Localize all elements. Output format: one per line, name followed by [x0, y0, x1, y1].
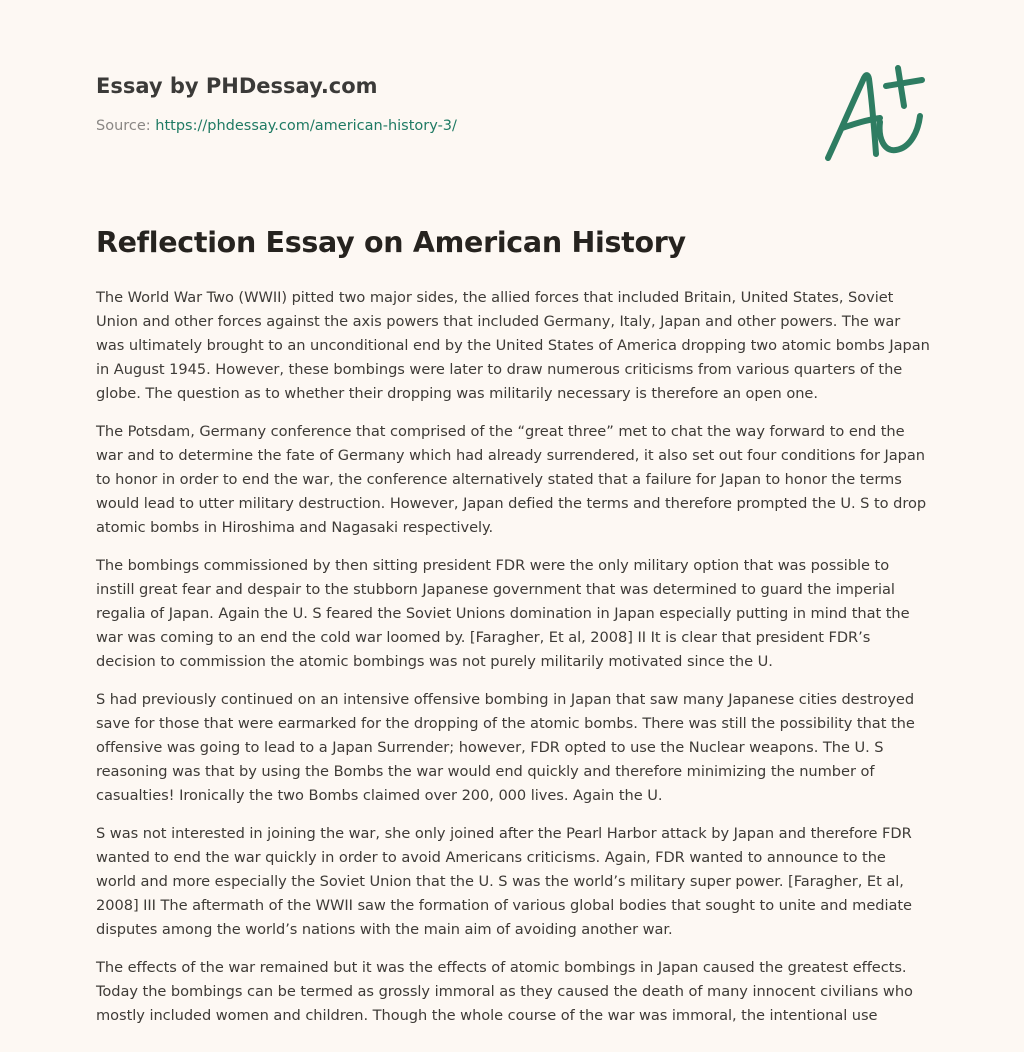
- essay-paragraph: S had previously continued on an intensive offensive bombing in Japan that saw many Japanese cities destroyed save for those that were earmarked for the dropping of the atomic bombs. There was still the possibility that the offensive was going to lead to a Japan Surrender; however, FDR opted to use the Nuclear weapons. The U. S reasoning was that by using the Bombs the war would end quickly and therefore minimizing the number of casualties! Ironically the two Bombs claimed over 200, 000 lives. Again the U.: [96, 691, 915, 804]
- brand-title: Essay by PHDessay.com: [96, 74, 378, 98]
- a-plus-grade-icon: [818, 62, 930, 166]
- essay-paragraph: The bombings commissioned by then sitting president FDR were the only military option that was possible to instill great fear and despair to the stubborn Japanese government that was determined to guard the imperial regalia of Japan. Again the U. S feared the Soviet Unions domination in Japan especially putting in mind that the war was coming to an end the cold war loomed by. [Faragher, Et al, 2008] II It is clear that president FDR’s decision to commission the atomic bombings was not purely militarily motivated since the U.: [96, 557, 910, 670]
- essay-title: Reflection Essay on American History: [96, 226, 686, 259]
- essay-paragraph: The World War Two (WWII) pitted two major sides, the allied forces that included Britain, United States, Soviet Union and other forces against the axis powers that included Germany, Italy, Japan and other powers. The war was ultimately brought to an unconditional end by the United States of America dropping two atomic bombs Japan in August 1945. However, these bombings were later to draw numerous criticisms from various quarters of the globe. The question as to whether their dropping was militarily necessary is therefore an open one.: [96, 289, 930, 402]
- essay-paragraph: S was not interested in joining the war, she only joined after the Pearl Harbor attack by Japan and therefore FDR wanted to end the war quickly in order to avoid Americans criticisms. Again, FDR wanted to announce to the world and more especially the Soviet Union that the U. S was the world’s military super power. [Faragher, Et al, 2008] III The aftermath of the WWII saw the formation of various global bodies that sought to unite and mediate disputes among the world’s nations with the main aim of avoiding another war.: [96, 825, 912, 938]
- essay-paragraph: The Potsdam, Germany conference that comprised of the “great three” met to chat the way forward to end the war and to determine the fate of Germany which had already surrendered, it also set out four conditions for Japan to honor in order to end the war, the conference alternatively stated that a failure for Japan to honor the terms would lead to utter military destruction. However, Japan defied the terms and therefore prompted the U. S to drop atomic bombs in Hiroshima and Nagasaki respectively.: [96, 423, 927, 536]
- essay-paragraph: The effects of the war remained but it was the effects of atomic bombings in Japan caused the greatest effects. Today the bombings can be termed as grossly immoral as they caused the death of many innocent civilians who mostly included women and children. Though the whole course of the war was immoral, the intentional use: [96, 959, 913, 1024]
- essay-body: [96, 286, 930, 1042]
- source-link[interactable]: https://phdessay.com/american-history-3/: [155, 118, 457, 134]
- essay-header: [96, 74, 796, 134]
- source-line: [96, 118, 796, 134]
- source-label: Source:: [96, 118, 156, 134]
